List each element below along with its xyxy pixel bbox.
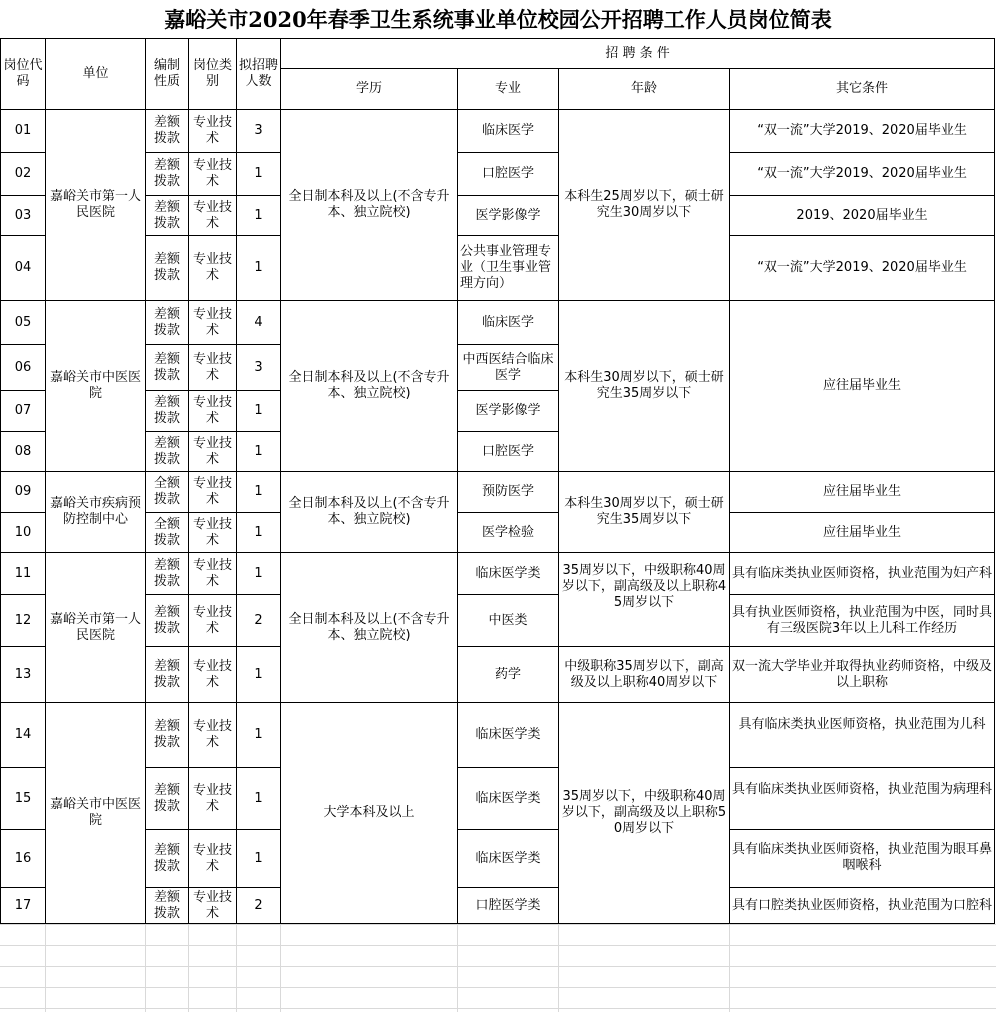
count-cell: 1 <box>237 703 281 768</box>
positions-table <box>0 38 995 924</box>
nature-cell: 全额拨款 <box>146 472 189 513</box>
unit-cell: 嘉峪关市第一人民医院 <box>46 110 146 301</box>
count-cell: 1 <box>237 196 281 236</box>
code-cell: 09 <box>1 472 46 513</box>
education-cell: 全日制本科及以上(不含专升本、独立院校) <box>281 110 458 301</box>
other-cell: 具有口腔类执业医师资格，执业范围为口腔科 <box>730 888 995 924</box>
code-cell: 05 <box>1 301 46 345</box>
major-cell: 口腔医学 <box>458 153 559 196</box>
nature-cell: 差额拨款 <box>146 345 189 391</box>
age-cell: 35周岁以下，中级职称40周岁以下，副高级及以上职称50周岁以下 <box>559 703 730 924</box>
header-unit: 单位 <box>46 39 146 110</box>
category-cell: 专业技术 <box>189 768 237 830</box>
other-cell: 具有临床类执业医师资格，执业范围为眼耳鼻咽喉科 <box>730 830 995 888</box>
other-cell: 具有临床类执业医师资格，执业范围为病理科 <box>730 768 995 830</box>
major-cell: 临床医学 <box>458 110 559 153</box>
nature-cell: 差额拨款 <box>146 432 189 472</box>
other-cell: “双一流”大学2019、2020届毕业生 <box>730 153 995 196</box>
code-cell: 01 <box>1 110 46 153</box>
code-cell: 12 <box>1 595 46 647</box>
category-cell: 专业技术 <box>189 110 237 153</box>
code-cell: 07 <box>1 391 46 432</box>
nature-cell: 差额拨款 <box>146 553 189 595</box>
major-cell: 公共事业管理专业（卫生事业管理方向） <box>458 236 559 301</box>
table-row <box>1 472 995 513</box>
count-cell: 1 <box>237 513 281 553</box>
major-cell: 中医类 <box>458 595 559 647</box>
unit-cell: 嘉峪关市中医医院 <box>46 301 146 472</box>
header-other: 其它条件 <box>730 69 995 110</box>
table-row <box>1 236 995 301</box>
table-row <box>1 196 995 236</box>
other-cell: 2019、2020届毕业生 <box>730 196 995 236</box>
category-cell: 专业技术 <box>189 703 237 768</box>
header-category: 岗位类别 <box>189 39 237 110</box>
count-cell: 1 <box>237 472 281 513</box>
code-cell: 11 <box>1 553 46 595</box>
nature-cell: 差额拨款 <box>146 391 189 432</box>
code-cell: 04 <box>1 236 46 301</box>
count-cell: 1 <box>237 768 281 830</box>
major-cell: 医学检验 <box>458 513 559 553</box>
count-cell: 4 <box>237 301 281 345</box>
header-code: 岗位代码 <box>1 39 46 110</box>
unit-cell: 嘉峪关市第一人民医院 <box>46 553 146 703</box>
table-row <box>1 830 995 888</box>
header-conditions: 招 聘 条 件 <box>281 39 995 69</box>
count-cell: 2 <box>237 595 281 647</box>
code-cell: 13 <box>1 647 46 703</box>
table-row <box>1 647 995 703</box>
count-cell: 1 <box>237 647 281 703</box>
education-cell: 全日制本科及以上(不含专升本、独立院校) <box>281 472 458 553</box>
count-cell: 3 <box>237 345 281 391</box>
education-cell: 全日制本科及以上(不含专升本、独立院校) <box>281 301 458 472</box>
nature-cell: 差额拨款 <box>146 301 189 345</box>
table-row <box>1 768 995 830</box>
category-cell: 专业技术 <box>189 432 237 472</box>
nature-cell: 差额拨款 <box>146 830 189 888</box>
other-cell: “双一流”大学2019、2020届毕业生 <box>730 236 995 301</box>
count-cell: 1 <box>237 236 281 301</box>
other-cell: 具有临床类执业医师资格，执业范围为儿科 <box>730 703 995 768</box>
major-cell: 临床医学 <box>458 301 559 345</box>
category-cell: 专业技术 <box>189 153 237 196</box>
count-cell: 1 <box>237 432 281 472</box>
category-cell: 专业技术 <box>189 301 237 345</box>
nature-cell: 差额拨款 <box>146 196 189 236</box>
nature-cell: 差额拨款 <box>146 768 189 830</box>
header-education: 学历 <box>281 69 458 110</box>
nature-cell: 差额拨款 <box>146 647 189 703</box>
category-cell: 专业技术 <box>189 888 237 924</box>
age-cell: 本科生25周岁以下，硕士研究生30周岁以下 <box>559 110 730 301</box>
category-cell: 专业技术 <box>189 236 237 301</box>
count-cell: 1 <box>237 830 281 888</box>
category-cell: 专业技术 <box>189 595 237 647</box>
code-cell: 16 <box>1 830 46 888</box>
count-cell: 1 <box>237 153 281 196</box>
table-row <box>1 703 995 768</box>
major-cell: 预防医学 <box>458 472 559 513</box>
category-cell: 专业技术 <box>189 391 237 432</box>
table-row <box>1 513 995 553</box>
code-cell: 08 <box>1 432 46 472</box>
nature-cell: 差额拨款 <box>146 888 189 924</box>
code-cell: 06 <box>1 345 46 391</box>
category-cell: 专业技术 <box>189 345 237 391</box>
count-cell: 1 <box>237 391 281 432</box>
code-cell: 03 <box>1 196 46 236</box>
table-row <box>1 595 995 647</box>
age-cell: 本科生30周岁以下，硕士研究生35周岁以下 <box>559 472 730 553</box>
major-cell: 临床医学类 <box>458 553 559 595</box>
code-cell: 15 <box>1 768 46 830</box>
age-cell: 本科生30周岁以下，硕士研究生35周岁以下 <box>559 301 730 472</box>
count-cell: 2 <box>237 888 281 924</box>
nature-cell: 差额拨款 <box>146 236 189 301</box>
age-cell: 35周岁以下，中级职称40周岁以下，副高级及以上职称45周岁以下 <box>559 553 730 647</box>
table-row <box>1 110 995 153</box>
major-cell: 临床医学类 <box>458 703 559 768</box>
table-row <box>1 553 995 595</box>
category-cell: 专业技术 <box>189 647 237 703</box>
code-cell: 02 <box>1 153 46 196</box>
table-row <box>1 153 995 196</box>
other-cell: 双一流大学毕业并取得执业药师资格，中级及以上职称 <box>730 647 995 703</box>
education-cell: 全日制本科及以上(不含专升本、独立院校) <box>281 553 458 703</box>
major-cell: 临床医学类 <box>458 830 559 888</box>
category-cell: 专业技术 <box>189 196 237 236</box>
header-count: 拟招聘人数 <box>237 39 281 110</box>
category-cell: 专业技术 <box>189 513 237 553</box>
unit-cell: 嘉峪关市中医医院 <box>46 703 146 924</box>
major-cell: 临床医学类 <box>458 768 559 830</box>
other-cell: 应往届毕业生 <box>730 472 995 513</box>
nature-cell: 差额拨款 <box>146 703 189 768</box>
category-cell: 专业技术 <box>189 472 237 513</box>
nature-cell: 差额拨款 <box>146 595 189 647</box>
other-cell: “双一流”大学2019、2020届毕业生 <box>730 110 995 153</box>
age-cell: 中级职称35周岁以下，副高级及以上职称40周岁以下 <box>559 647 730 703</box>
major-cell: 医学影像学 <box>458 196 559 236</box>
header-major: 专业 <box>458 69 559 110</box>
nature-cell: 差额拨款 <box>146 110 189 153</box>
major-cell: 药学 <box>458 647 559 703</box>
code-cell: 10 <box>1 513 46 553</box>
major-cell: 医学影像学 <box>458 391 559 432</box>
count-cell: 1 <box>237 553 281 595</box>
header-nature: 编制性质 <box>146 39 189 110</box>
education-cell: 大学本科及以上 <box>281 703 458 924</box>
other-cell: 应往届毕业生 <box>730 513 995 553</box>
other-cell: 具有执业医师资格，执业范围为中医，同时具有三级医院3年以上儿科工作经历 <box>730 595 995 647</box>
unit-cell: 嘉峪关市疾病预防控制中心 <box>46 472 146 553</box>
header-age: 年龄 <box>559 69 730 110</box>
table-row <box>1 301 995 345</box>
category-cell: 专业技术 <box>189 553 237 595</box>
nature-cell: 全额拨款 <box>146 513 189 553</box>
count-cell: 3 <box>237 110 281 153</box>
code-cell: 17 <box>1 888 46 924</box>
category-cell: 专业技术 <box>189 830 237 888</box>
nature-cell: 差额拨款 <box>146 153 189 196</box>
code-cell: 14 <box>1 703 46 768</box>
other-cell: 具有临床类执业医师资格，执业范围为妇产科 <box>730 553 995 595</box>
major-cell: 口腔医学 <box>458 432 559 472</box>
major-cell: 口腔医学类 <box>458 888 559 924</box>
other-cell: 应往届毕业生 <box>730 301 995 472</box>
table-row <box>1 888 995 924</box>
page-title: 嘉峪关市2020年春季卫生系统事业单位校园公开招聘工作人员岗位简表 <box>164 7 832 32</box>
major-cell: 中西医结合临床医学 <box>458 345 559 391</box>
